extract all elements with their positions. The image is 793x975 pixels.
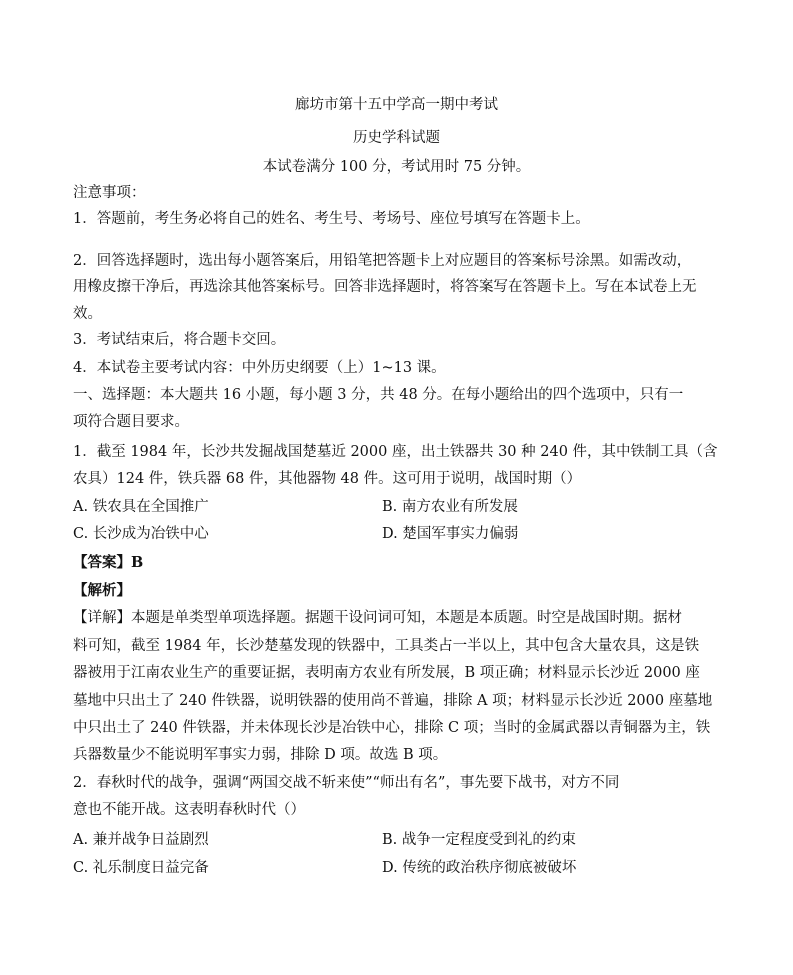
question-1-line-2: 农具）124 件，铁兵器 68 件，其他器物 48 件。这可用于说明，战国时期（） [73, 471, 582, 487]
q1-detail-line-2: 料可知，截至 1984 年，长沙楚墓发现的铁器中，工具类占一半以上，其中包含大量农具，这是铁 [73, 638, 700, 654]
q1-option-d: D. 楚国军事实力偏弱 [382, 526, 519, 542]
q2-option-b: B. 战争一定程度受到礼的约束 [382, 832, 576, 848]
q1-detail-line-3: 器被用于江南农业生产的重要证据，表明南方农业有所发展，B 项正确；材料显示长沙近 2000 座 [73, 665, 700, 681]
note-2-line-2: 用橡皮擦干净后，再选涂其他答案标号。回答非选择题时，将答案写在答题卡上。写在本试卷上无 [73, 279, 697, 295]
section-1-line-2: 项符合题目要求。 [73, 414, 189, 430]
question-2-line-2: 意也不能开战。这表明春秋时代（） [73, 802, 305, 818]
exam-info: 本试卷满分 100 分，考试用时 75 分钟。 [262, 159, 531, 175]
q1-detail-line-1: 【详解】本题是单类型单项选择题。据题干设问词可知，本题是本质题。时空是战国时期。据材 [73, 610, 682, 626]
q1-detail-line-6: 兵器数量少不能说明军事实力弱，排除 D 项。故选 B 项。 [73, 747, 448, 763]
note-1: 1．答题前，考生务必将自己的姓名、考生号、考场号、座位号填写在答题卡上。 [73, 211, 590, 227]
note-4: 4．本试卷主要考试内容：中外历史纲要（上）1~13 课。 [73, 360, 446, 376]
q1-detail-line-5: 中只出土了 240 件铁器，并未体现长沙是冶铁中心，排除 C 项；当时的金属武器以青铜器为主，铁 [73, 720, 711, 736]
section-1-line-1: 一、选择题：本大题共 16 小题，每小题 3 分，共 48 分。在每小题给出的四个选项中，只有一 [73, 387, 684, 403]
question-1-line-1: 1．截至 1984 年，长沙共发掘战国楚墓近 2000 座，出土铁器共 30 种 240 件，其中铁制工具（含 [73, 444, 718, 460]
q1-analysis-label: 【解析】 [73, 582, 131, 599]
q1-option-b: B. 南方农业有所发展 [382, 499, 518, 515]
q1-option-a: A. 铁农具在全国推广 [73, 499, 209, 515]
note-2-line-1: 2．回答选择题时，选出每小题答案后，用铅笔把答题卡上对应题目的答案标号涂黑。如需改动， [73, 253, 692, 269]
q1-option-c: C. 长沙成为冶铁中心 [73, 526, 209, 542]
page-title: 廊坊市第十五中学高一期中考试 [295, 97, 498, 113]
q2-option-c: C. 礼乐制度日益完备 [73, 860, 209, 876]
q2-option-a: A. 兼并战争日益剧烈 [73, 832, 209, 848]
notes-heading: 注意事项： [73, 185, 146, 201]
question-2-line-1: 2．春秋时代的战争，强调“两国交战不斩来使”“师出有名”，事先要下战书，对方不同 [73, 775, 620, 791]
note-3: 3．考试结束后，将合题卡交回。 [73, 332, 286, 348]
q2-option-d: D. 传统的政治秩序彻底被破坏 [382, 860, 577, 876]
q1-detail-line-4: 墓地中只出土了 240 件铁器，说明铁器的使用尚不普遍，排除 A 项；材料显示长沙近 2000 座墓地 [73, 693, 713, 709]
note-2-line-3: 效。 [73, 306, 102, 322]
page-subtitle: 历史学科试题 [353, 130, 440, 146]
q1-answer: 【答案】B [73, 554, 144, 571]
